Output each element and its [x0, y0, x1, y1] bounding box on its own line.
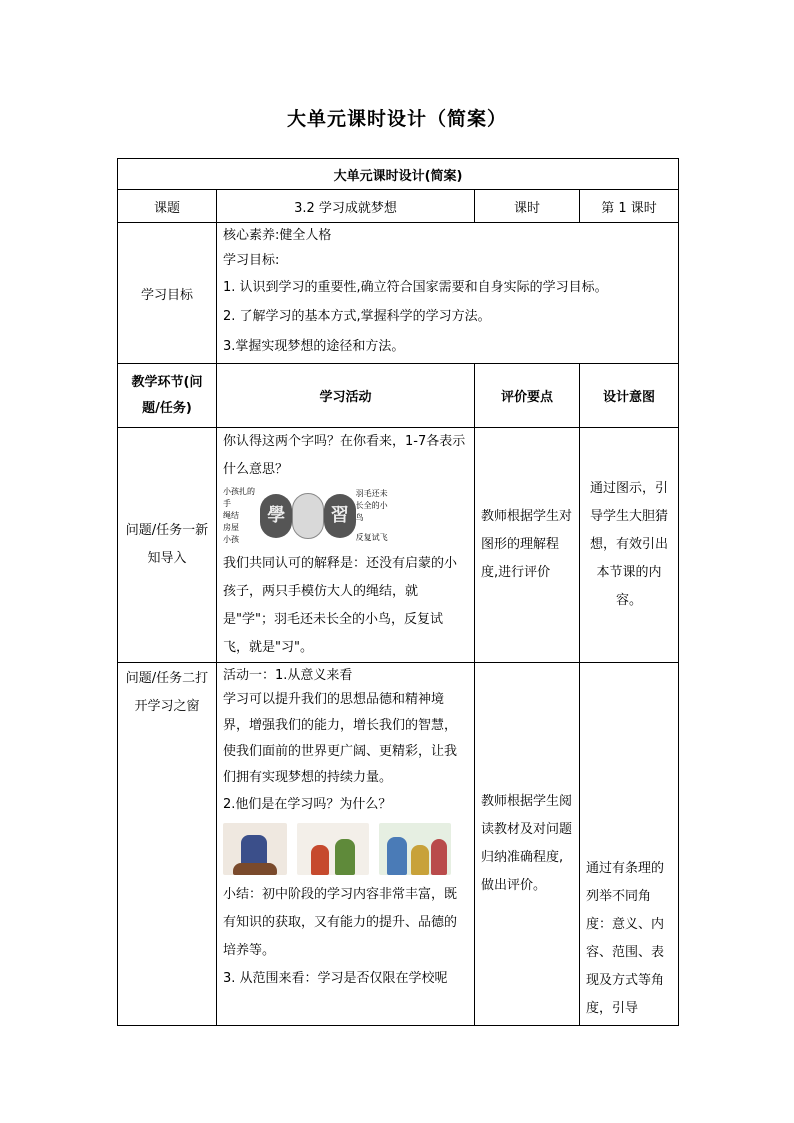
goals-row — [118, 223, 679, 364]
figure-label: 绳结 — [223, 511, 239, 520]
task2-question3: 3. 从范围来看：学习是否仅限在学校呢 — [223, 971, 448, 986]
topic-label: 课题 — [118, 190, 217, 223]
goals-label: 学习目标 — [118, 223, 217, 364]
evaluation-header: 评价要点 — [475, 364, 580, 428]
figure-label: 反复试飞 — [355, 533, 388, 542]
period-value: 第 1 课时 — [580, 190, 679, 223]
intent-header: 设计意图 — [580, 364, 679, 428]
cooking-scene-image — [297, 823, 369, 875]
goals-heading: 学习目标: — [223, 253, 280, 268]
page-title: 大单元课时设计（简案） — [286, 108, 507, 130]
goal-item: 2. 了解学习的基本方式,掌握科学的学习方法。 — [223, 309, 491, 324]
task2-intent: 通过有条理的列举不同角度：意义、内容、范围、表现及方式等角度，引导 — [580, 663, 679, 1026]
reading-scene-image — [223, 823, 287, 875]
goal-item: 1. 认识到学习的重要性,确立符合国家需要和自身实际的学习目标。 — [223, 280, 608, 295]
stage-header: 教学环节(问题/任务) — [118, 364, 217, 428]
task1-question: 你认得这两个字吗？在你看来，1-7各表示什么意思？ — [223, 434, 466, 477]
xue-xi-character-figure — [223, 486, 468, 546]
activity-header: 学习活动 — [217, 364, 475, 428]
figure-label: 羽毛还未 — [355, 489, 388, 498]
goals-content — [217, 223, 679, 364]
lesson-plan-table — [117, 158, 679, 1026]
core-literacy: 核心素养:健全人格 — [223, 228, 332, 243]
figure-label: 小孩扎的手 — [223, 487, 255, 508]
task2-summary: 小结：初中阶段的学习内容非常丰富，既有知识的获取，又有能力的提升、品德的培养等。 — [223, 887, 458, 958]
task2-question2: 2.他们是在学习吗？为什么？ — [223, 797, 392, 812]
bird-icon — [292, 493, 324, 539]
task1-intent: 通过图示，引导学生大胆猜想，有效引出本节课的内容。 — [580, 428, 679, 663]
figure-label: 房屋 — [223, 523, 239, 532]
task2-stage: 问题/任务二打开学习之窗 — [118, 663, 217, 1026]
task2-activity-title: 活动一：1.从意义来看 — [223, 668, 353, 683]
task1-stage: 问题/任务一新知导入 — [118, 428, 217, 663]
task2-evaluation: 教师根据学生阅读教材及对问题归纳准确程度,做出评价。 — [475, 663, 580, 1026]
caption-row — [118, 159, 679, 190]
xi-seal-icon: 習 — [324, 494, 356, 538]
task1-explanation: 我们共同认可的解释是：还没有启蒙的小孩子，两只手模仿大人的绳结，就是"学"；羽毛还未长全的小鸟，反复试飞，就是"习"。 — [223, 556, 458, 655]
xue-seal-icon: 學 — [260, 494, 292, 538]
task1-row — [118, 428, 679, 663]
task1-activity — [217, 428, 475, 663]
task1-evaluation: 教师根据学生对图形的理解程度,进行评价 — [475, 428, 580, 663]
goal-item: 3.掌握实现梦想的途径和方法。 — [223, 339, 405, 354]
repair-scene-image — [379, 823, 451, 875]
right-labels — [356, 488, 393, 544]
task2-activity — [217, 663, 475, 1026]
task2-meaning: 学习可以提升我们的思想品德和精神境界，增强我们的能力，增长我们的智慧，使我们面前的世界更广阔、更精彩，让我们拥有实现梦想的持续力量。 — [223, 692, 458, 785]
left-labels — [223, 486, 260, 546]
table-caption: 大单元课时设计(简案) — [118, 159, 679, 190]
header-row — [118, 364, 679, 428]
task2-row — [118, 663, 679, 1026]
character-diagram — [223, 486, 393, 546]
period-label: 课时 — [475, 190, 580, 223]
figure-label: 长全的小鸟 — [355, 501, 388, 522]
meta-row — [118, 190, 679, 223]
learning-scenes — [223, 823, 468, 875]
figure-label: 小孩 — [223, 535, 239, 544]
topic-value: 3.2 学习成就梦想 — [217, 190, 475, 223]
